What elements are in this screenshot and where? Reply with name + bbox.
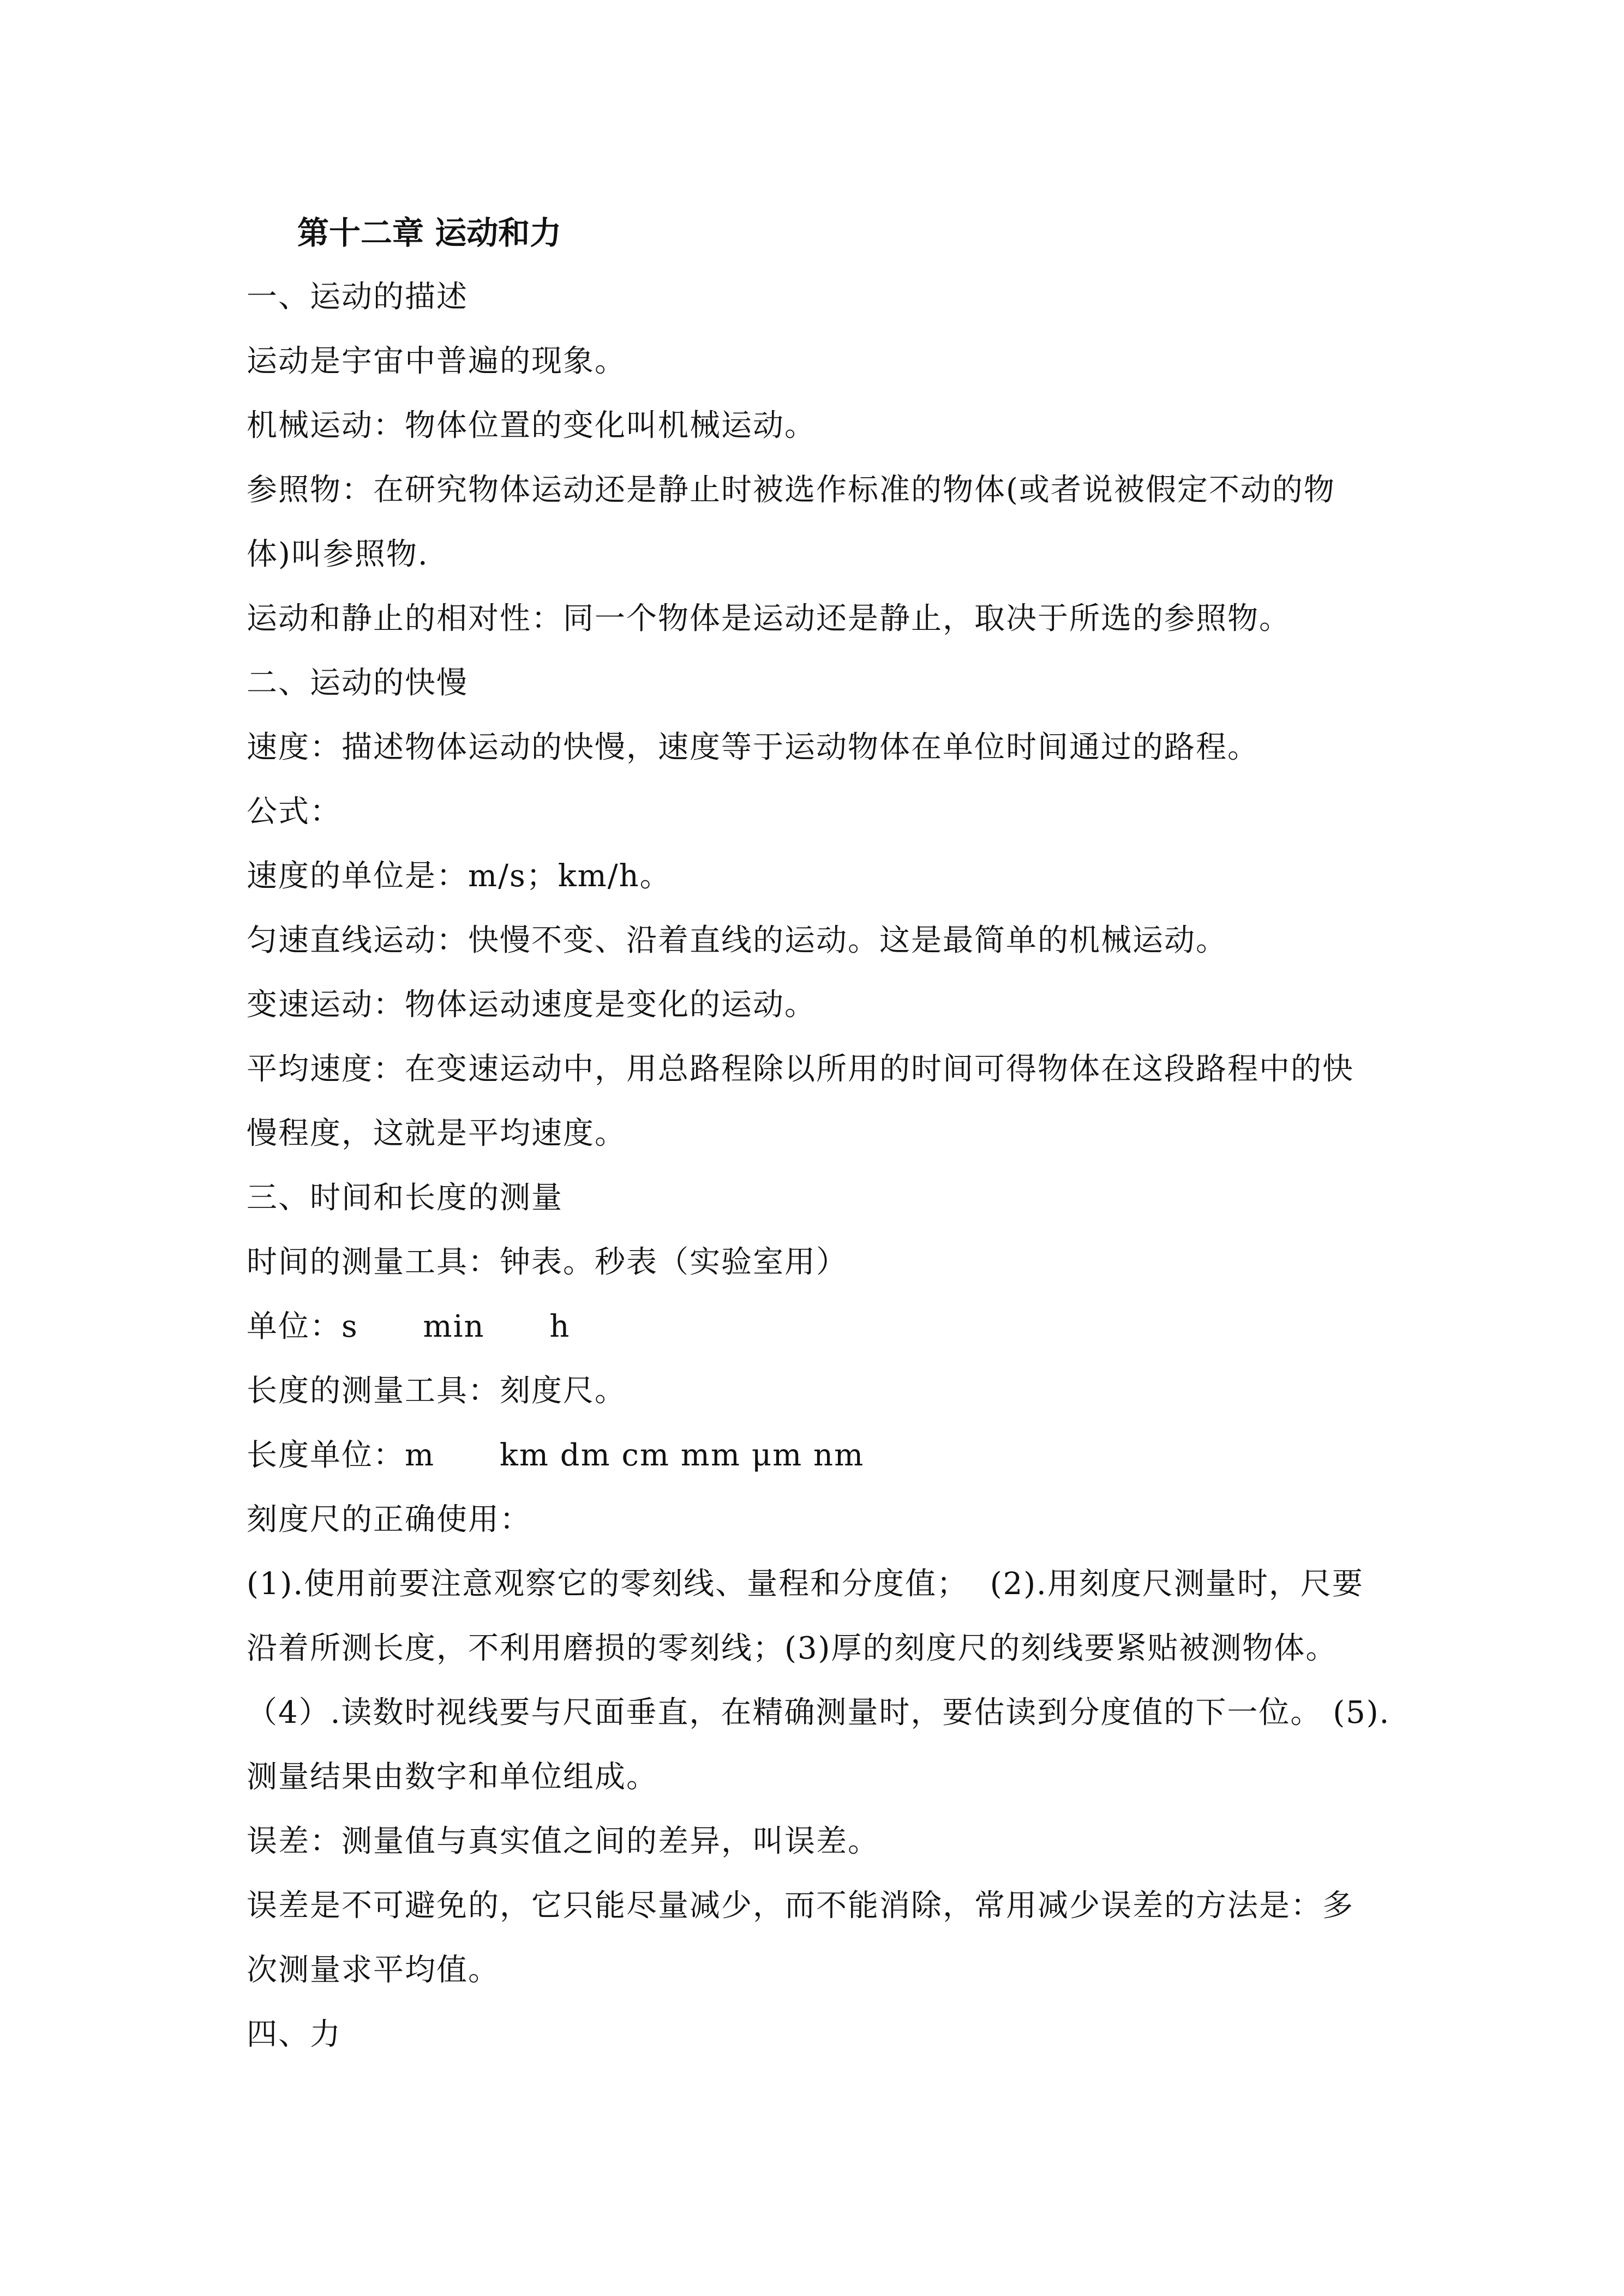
text-line: 长度单位：m km dm cm mm μm nm bbox=[247, 1438, 865, 1473]
section-heading-speed: 二、运动的快慢 bbox=[247, 665, 468, 701]
text-line: 匀速直线运动：快慢不变、沿着直线的运动。这是最简单的机械运动。 bbox=[247, 923, 1227, 958]
text-line: 速度：描述物体运动的快慢，速度等于运动物体在单位时间通过的路程。 bbox=[247, 730, 1259, 765]
text-line: 误差是不可避免的，它只能尽量减少，而不能消除，常用减少误差的方法是：多 bbox=[247, 1888, 1354, 1924]
text-line: （4）.读数时视线要与尺面垂直，在精确测量时，要估读到分度值的下一位。 (5). bbox=[247, 1695, 1391, 1730]
text-line: 次测量求平均值。 bbox=[247, 1952, 500, 1988]
section-heading-motion-description: 一、运动的描述 bbox=[247, 279, 468, 315]
section-heading-measurement: 三、时间和长度的测量 bbox=[247, 1180, 563, 1216]
text-line: 参照物：在研究物体运动还是静止时被选作标准的物体(或者说被假定不动的物 bbox=[247, 472, 1335, 508]
chapter-title: 第十二章 运动和力 bbox=[297, 214, 562, 251]
text-line: 刻度尺的正确使用： bbox=[247, 1502, 531, 1537]
text-line: 体)叫参照物. bbox=[247, 537, 429, 572]
text-line: 机械运动：物体位置的变化叫机械运动。 bbox=[247, 408, 816, 443]
section-heading-force: 四、力 bbox=[247, 2017, 341, 2052]
text-line: 变速运动：物体运动速度是变化的运动。 bbox=[247, 987, 816, 1023]
text-line: 时间的测量工具：钟表。秒表（实验室用） bbox=[247, 1245, 848, 1280]
text-line: 速度的单位是：m/s；km/h。 bbox=[247, 858, 672, 894]
text-line: 单位：s min h bbox=[247, 1309, 571, 1344]
text-line: 误差：测量值与真实值之间的差异，叫误差。 bbox=[247, 1824, 879, 1859]
text-line: 慢程度，这就是平均速度。 bbox=[247, 1116, 626, 1151]
text-line: (1).使用前要注意观察它的零刻线、量程和分度值； (2).用刻度尺测量时，尺要 bbox=[247, 1566, 1364, 1602]
text-line: 长度的测量工具：刻度尺。 bbox=[247, 1373, 626, 1409]
text-line: 公式： bbox=[247, 794, 341, 830]
text-line: 平均速度：在变速运动中，用总路程除以所用的时间可得物体在这段路程中的快 bbox=[247, 1051, 1354, 1087]
text-line: 运动是宇宙中普遍的现象。 bbox=[247, 344, 626, 379]
text-line: 沿着所测长度，不利用磨损的零刻线；(3)厚的刻度尺的刻线要紧贴被测物体。 bbox=[247, 1631, 1338, 1666]
text-line: 运动和静止的相对性：同一个物体是运动还是静止，取决于所选的参照物。 bbox=[247, 601, 1291, 636]
text-line: 测量结果由数字和单位组成。 bbox=[247, 1759, 658, 1795]
